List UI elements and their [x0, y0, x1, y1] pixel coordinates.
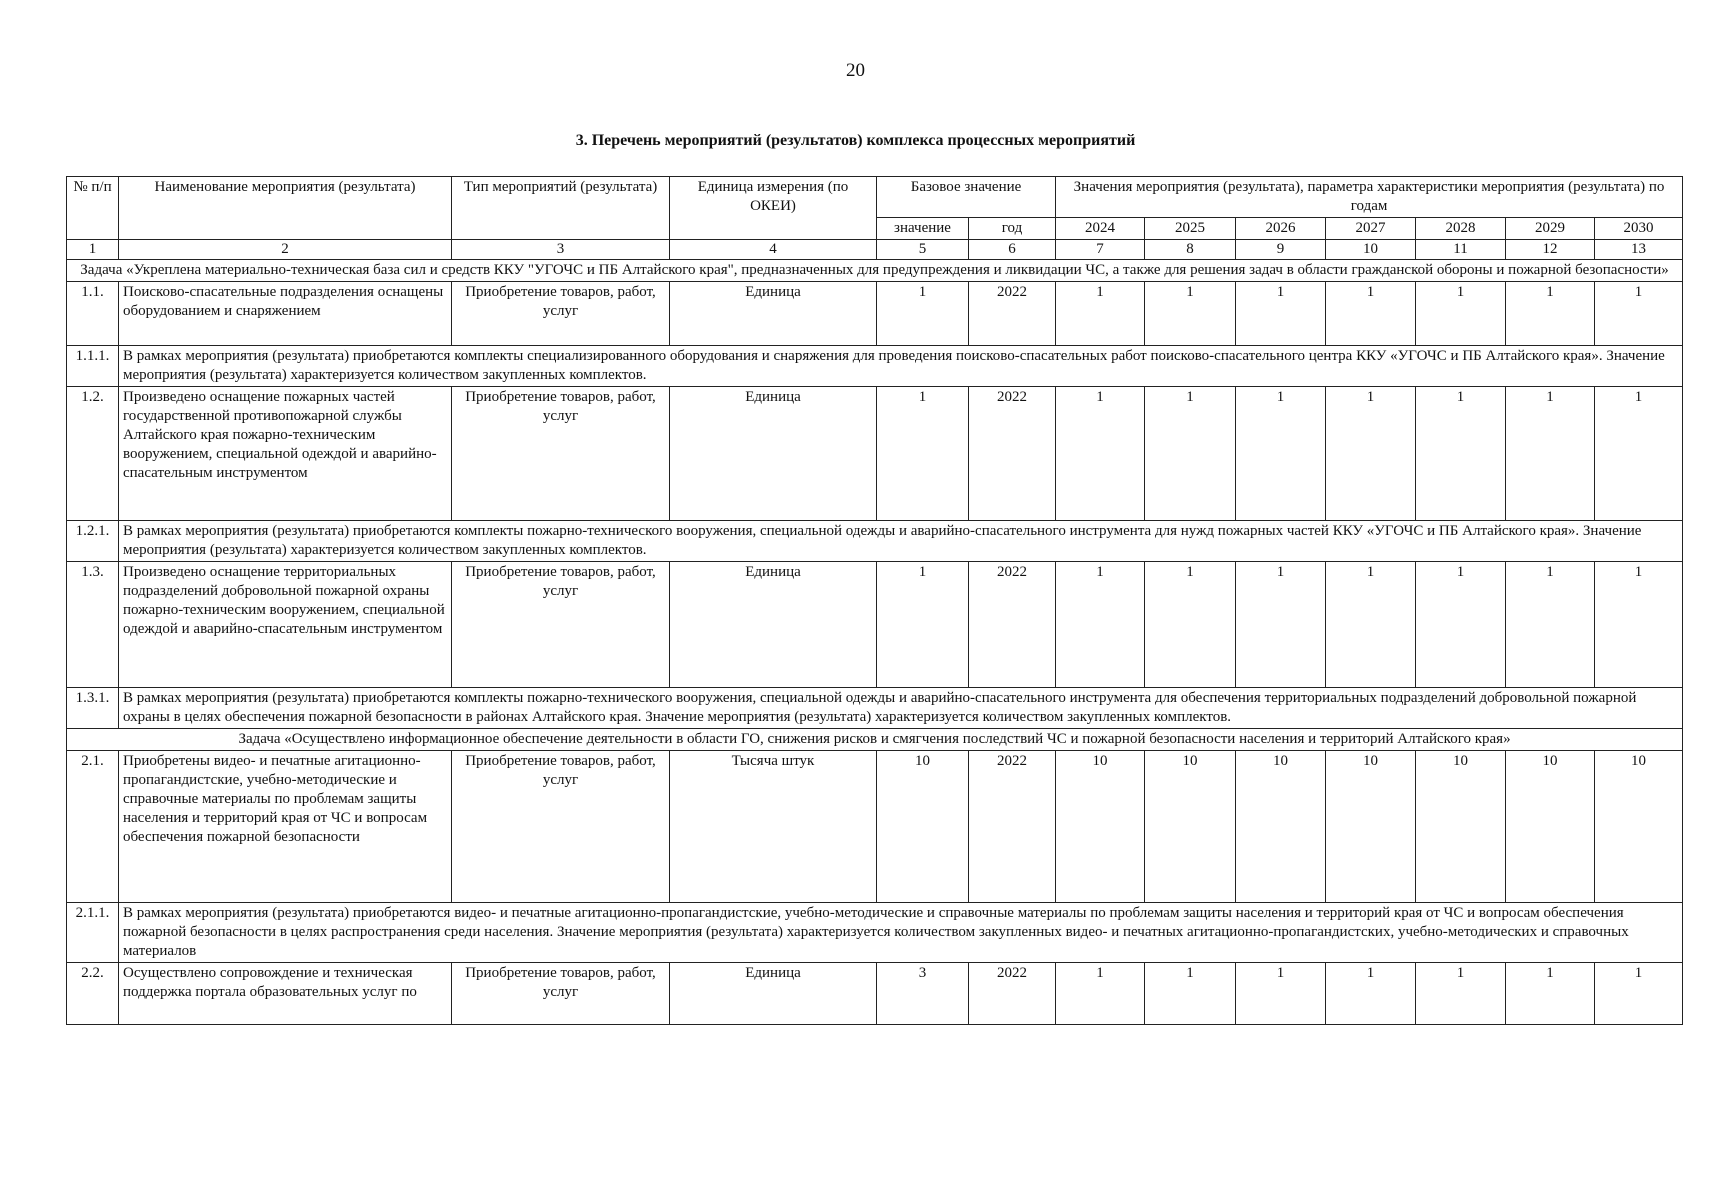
col-number: 4	[670, 240, 877, 260]
row-num: 2.2.	[67, 963, 119, 1025]
header-name: Наименование мероприятия (результата)	[119, 177, 452, 240]
header-type: Тип мероприятий (результата)	[452, 177, 670, 240]
row-type: Приобретение товаров, работ, услуг	[452, 562, 670, 688]
row-value-2027: 10	[1326, 751, 1416, 903]
row-value-2024: 1	[1056, 963, 1145, 1025]
header-year-2029: 2029	[1506, 218, 1595, 240]
row-value-2026: 1	[1236, 562, 1326, 688]
task-row-2	[67, 729, 1683, 751]
row-base-value: 1	[877, 387, 969, 521]
row-base-year: 2022	[969, 387, 1056, 521]
description-row	[67, 346, 1683, 387]
description-row	[67, 688, 1683, 729]
row-value-2025: 1	[1145, 963, 1236, 1025]
header-year-2024: 2024	[1056, 218, 1145, 240]
row-value-2026: 1	[1236, 963, 1326, 1025]
row-name: Осуществлено сопровождение и техническая поддержка портала образовательных услуг по	[119, 963, 452, 1025]
row-unit: Единица	[670, 387, 877, 521]
row-unit: Единица	[670, 963, 877, 1025]
row-value-2025: 10	[1145, 751, 1236, 903]
col-number: 10	[1326, 240, 1416, 260]
row-name: Произведено оснащение пожарных частей государственной противопожарной службы Алтайского края пожарно-техническим вооружением, специальной одеждой и аварийно-спасательным инструментом	[119, 387, 452, 521]
row-type: Приобретение товаров, работ, услуг	[452, 387, 670, 521]
col-number: 6	[969, 240, 1056, 260]
row-value-2025: 1	[1145, 387, 1236, 521]
col-number: 8	[1145, 240, 1236, 260]
row-value-2026: 1	[1236, 387, 1326, 521]
col-number: 11	[1416, 240, 1506, 260]
row-type: Приобретение товаров, работ, услуг	[452, 963, 670, 1025]
col-number: 5	[877, 240, 969, 260]
row-value-2030: 1	[1595, 387, 1683, 521]
row-name: Произведено оснащение территориальных подразделений добровольной пожарной охраны пожарно-техническим вооружением, специальной одеждой и аварийно-спасательным инструментом	[119, 562, 452, 688]
row-value-2025: 1	[1145, 562, 1236, 688]
row-base-value: 3	[877, 963, 969, 1025]
row-value-2029: 10	[1506, 751, 1595, 903]
header-base: Базовое значение	[877, 177, 1056, 218]
row-value-2028: 10	[1416, 751, 1506, 903]
row-base-value: 10	[877, 751, 969, 903]
row-value-2024: 1	[1056, 387, 1145, 521]
task-2-text: Задача «Осуществлено информационное обеспечение деятельности в области ГО, снижения рисков и смягчения последствий ЧС и пожарной безопасности населения и территорий Алтайского края»	[67, 729, 1683, 751]
row-value-2029: 1	[1506, 387, 1595, 521]
description-row	[67, 903, 1683, 963]
row-base-year: 2022	[969, 562, 1056, 688]
document-title: 3. Перечень мероприятий (результатов) комплекса процессных мероприятий	[575, 132, 1136, 149]
desc-text: В рамках мероприятия (результата) приобретаются комплекты пожарно-технического вооружения, специальной одежды и аварийно-спасательного инструмента для нужд пожарных частей ККУ «УГОЧС и ПБ Алтайского края». Значение мероприятия (результата) характеризуется количеством закупленных комплектов.	[119, 521, 1683, 562]
row-base-year: 2022	[969, 963, 1056, 1025]
row-value-2027: 1	[1326, 562, 1416, 688]
desc-text: В рамках мероприятия (результата) приобретаются комплекты специализированного оборудования и снаряжения для проведения поисково-спасательных работ поисково-спасательного центра ККУ «УГОЧС и ПБ Алтайского края». Значение мероприятия (результата) характеризуется количеством закупленных комплектов.	[119, 346, 1683, 387]
row-value-2027: 1	[1326, 963, 1416, 1025]
table-row	[67, 387, 1683, 521]
row-value-2025: 1	[1145, 282, 1236, 346]
row-value-2029: 1	[1506, 963, 1595, 1025]
page-number: 20	[846, 60, 865, 81]
row-value-2029: 1	[1506, 562, 1595, 688]
col-number: 13	[1595, 240, 1683, 260]
column-number-row	[67, 240, 1683, 260]
row-num: 2.1.	[67, 751, 119, 903]
row-value-2028: 1	[1416, 562, 1506, 688]
task-1-text: Задача «Укреплена материально-техническая база сил и средств ККУ "УГОЧС и ПБ Алтайского края", предназначенных для предупреждения и ликвидации ЧС, а также для решения задач в области гражданской обороны и пожарной безопасности»	[67, 260, 1683, 282]
desc-num: 1.1.1.	[67, 346, 119, 387]
header-row-1	[67, 177, 1683, 218]
desc-num: 2.1.1.	[67, 903, 119, 963]
row-num: 1.1.	[67, 282, 119, 346]
header-year-2030: 2030	[1595, 218, 1683, 240]
header-base-year: год	[969, 218, 1056, 240]
measures-table	[66, 176, 1683, 1025]
description-row	[67, 521, 1683, 562]
desc-text: В рамках мероприятия (результата) приобретаются комплекты пожарно-технического вооружения, специальной одежды и аварийно-спасательного инструмента для обеспечения территориальных подразделений добровольной пожарной охраны в целях обеспечения пожарной безопасности в районах Алтайского края. Значение мероприятия (результата) характеризуется количеством закупленных комплектов.	[119, 688, 1683, 729]
header-values: Значения мероприятия (результата), параметра характеристики мероприятия (результата) по годам	[1056, 177, 1683, 218]
header-num: № п/п	[67, 177, 119, 240]
row-value-2028: 1	[1416, 387, 1506, 521]
table-row	[67, 963, 1683, 1025]
row-value-2024: 1	[1056, 282, 1145, 346]
col-number: 1	[67, 240, 119, 260]
row-unit: Единица	[670, 562, 877, 688]
row-value-2028: 1	[1416, 282, 1506, 346]
table-row	[67, 751, 1683, 903]
desc-num: 1.2.1.	[67, 521, 119, 562]
header-year-2027: 2027	[1326, 218, 1416, 240]
row-base-value: 1	[877, 282, 969, 346]
col-number: 7	[1056, 240, 1145, 260]
col-number: 12	[1506, 240, 1595, 260]
row-value-2028: 1	[1416, 963, 1506, 1025]
col-number: 2	[119, 240, 452, 260]
table-row	[67, 282, 1683, 346]
row-value-2030: 1	[1595, 963, 1683, 1025]
row-base-value: 1	[877, 562, 969, 688]
header-year-2026: 2026	[1236, 218, 1326, 240]
header-year-2025: 2025	[1145, 218, 1236, 240]
row-name: Поисково-спасательные подразделения оснащены оборудованием и снаряжением	[119, 282, 452, 346]
row-value-2027: 1	[1326, 282, 1416, 346]
row-value-2029: 1	[1506, 282, 1595, 346]
row-type: Приобретение товаров, работ, услуг	[452, 282, 670, 346]
row-base-year: 2022	[969, 282, 1056, 346]
row-type: Приобретение товаров, работ, услуг	[452, 751, 670, 903]
row-num: 1.2.	[67, 387, 119, 521]
header-unit: Единица измерения (по ОКЕИ)	[670, 177, 877, 240]
row-value-2030: 1	[1595, 562, 1683, 688]
row-base-year: 2022	[969, 751, 1056, 903]
desc-text: В рамках мероприятия (результата) приобретаются видео- и печатные агитационно-пропагандистские, учебно-методические и справочные материалы по проблемам защиты населения и территорий края от ЧС и вопросам обеспечения пожарной безопасности в целях распространения среди населения. Значение мероприятия (результата) характеризуется количеством закупленных видео- и печатных агитационно-пропагандистских, учебно-методических и справочных материалов	[119, 903, 1683, 963]
row-value-2024: 1	[1056, 562, 1145, 688]
row-value-2024: 10	[1056, 751, 1145, 903]
row-value-2027: 1	[1326, 387, 1416, 521]
row-value-2030: 1	[1595, 282, 1683, 346]
task-row-1	[67, 260, 1683, 282]
row-num: 1.3.	[67, 562, 119, 688]
row-value-2026: 1	[1236, 282, 1326, 346]
row-value-2026: 10	[1236, 751, 1326, 903]
col-number: 3	[452, 240, 670, 260]
row-unit: Единица	[670, 282, 877, 346]
row-unit: Тысяча штук	[670, 751, 877, 903]
measures-table-container	[66, 176, 1682, 1025]
desc-num: 1.3.1.	[67, 688, 119, 729]
row-name: Приобретены видео- и печатные агитационно-пропагандистские, учебно-методические и справочные материалы по проблемам защиты населения и территорий края от ЧС и вопросам обеспечения пожарной безопасности	[119, 751, 452, 903]
header-base-value: значение	[877, 218, 969, 240]
table-row	[67, 562, 1683, 688]
row-value-2030: 10	[1595, 751, 1683, 903]
header-year-2028: 2028	[1416, 218, 1506, 240]
col-number: 9	[1236, 240, 1326, 260]
